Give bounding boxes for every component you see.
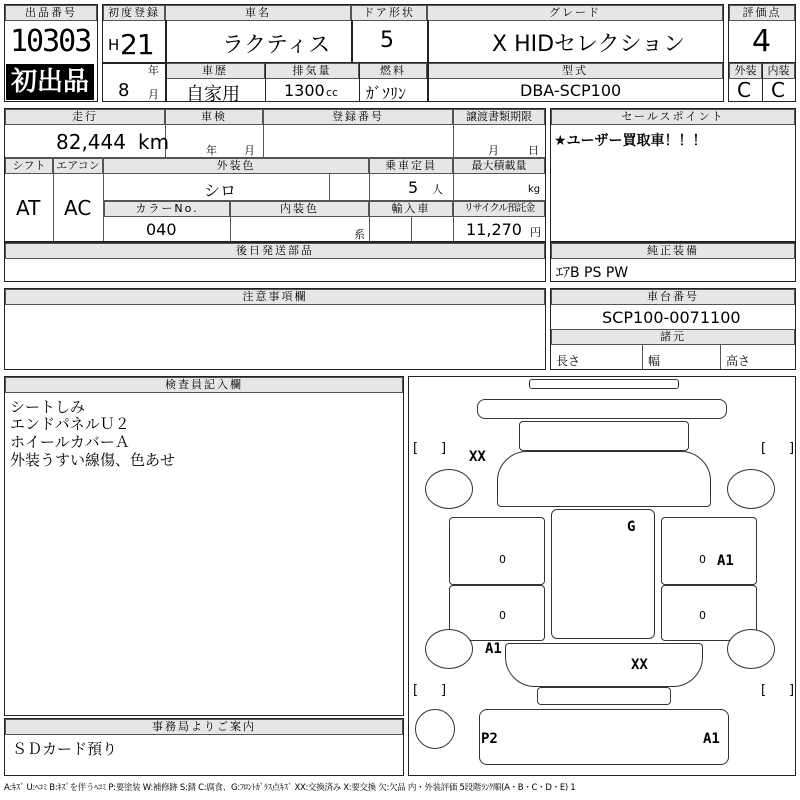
displacement-unit: cc bbox=[326, 86, 339, 99]
sales-point-text: ★ユーザー買取車！！！ bbox=[554, 133, 707, 149]
inspection-year-unit: 年 bbox=[206, 144, 217, 157]
mileage-label: 走行 bbox=[5, 109, 165, 125]
bracket-mark: ] bbox=[441, 441, 447, 456]
interior-grade: C bbox=[771, 78, 785, 102]
specs-box bbox=[4, 108, 546, 242]
bracket-mark: ] bbox=[441, 683, 447, 698]
history: 自家用 bbox=[186, 84, 240, 105]
bracket-mark: [ bbox=[413, 683, 419, 698]
bracket-mark: [ bbox=[761, 683, 767, 698]
door-count: 5 bbox=[380, 28, 394, 53]
interior-grade-label: 内装 bbox=[762, 63, 795, 79]
capacity-unit: 人 bbox=[432, 183, 443, 196]
inspector-line: シートしみ bbox=[10, 398, 86, 416]
mark-a1-right: A1 bbox=[717, 553, 734, 569]
first-reg-label: 初度登録 bbox=[103, 5, 165, 21]
first-reg-month: 8 bbox=[118, 80, 130, 101]
era: H bbox=[108, 36, 120, 54]
recycle-fee: 11,270 bbox=[466, 220, 522, 239]
mark-xx-rear: XX bbox=[631, 657, 648, 673]
rear-hatch bbox=[505, 643, 703, 687]
transfer-day-unit: 日 bbox=[528, 144, 539, 157]
sales-point-label: セールスポイント bbox=[551, 109, 795, 125]
door-zero-mark: 0 bbox=[699, 553, 706, 566]
max-load-label: 最大積載量 bbox=[453, 158, 545, 174]
bracket-mark: ] bbox=[789, 441, 795, 456]
door-zero-mark: 0 bbox=[699, 609, 706, 622]
mark-xx-left-fender: XX bbox=[469, 449, 486, 465]
door-label: ドア形状 bbox=[351, 5, 427, 21]
score-label: 評価点 bbox=[729, 5, 795, 21]
notes-label: 注意事項欄 bbox=[5, 289, 545, 305]
shift: AT bbox=[16, 196, 41, 220]
left-front-wheel bbox=[425, 469, 473, 509]
office-label: 事務局よりご案内 bbox=[5, 719, 403, 735]
office-text: ＳＤカード預り bbox=[12, 740, 118, 758]
history-label: 車歴 bbox=[165, 63, 265, 79]
roof bbox=[551, 509, 655, 639]
car-name-label: 車名 bbox=[165, 5, 351, 21]
width-label: 幅 bbox=[648, 354, 661, 368]
fuel-label: 燃料 bbox=[359, 63, 427, 79]
rear-bumper-lower bbox=[479, 709, 729, 765]
interior-color-label: 内装色 bbox=[230, 201, 369, 217]
lot-number: 10303 bbox=[10, 24, 91, 59]
spare-wheel bbox=[415, 709, 455, 749]
mileage: 82,444 bbox=[56, 130, 126, 154]
mark-a1-bottom: A1 bbox=[703, 731, 720, 747]
capacity-label: 乗車定員 bbox=[369, 158, 453, 174]
first-listing-badge: 初出品 bbox=[6, 64, 94, 100]
door-zero-mark: 0 bbox=[499, 553, 506, 566]
mark-g-windshield: G bbox=[627, 519, 636, 535]
equipment-text: ｴｱB PS PW bbox=[556, 265, 629, 281]
recycle-label: リサイクル預託金 bbox=[453, 201, 545, 217]
later-parts-label: 後日発送部品 bbox=[5, 243, 545, 259]
model: DBA-SCP100 bbox=[520, 81, 622, 100]
month-unit: 月 bbox=[148, 88, 159, 101]
height-label: 高さ bbox=[726, 354, 751, 368]
car-diagram bbox=[408, 376, 796, 776]
color: シロ bbox=[204, 181, 237, 200]
displacement-label: 排気量 bbox=[265, 63, 359, 79]
bracket-mark: [ bbox=[413, 441, 419, 456]
mark-p2: P2 bbox=[481, 731, 498, 747]
year-unit: 年 bbox=[148, 64, 159, 77]
displacement: 1300 bbox=[284, 81, 325, 100]
hood bbox=[497, 451, 711, 507]
equipment-label: 純正装備 bbox=[551, 243, 795, 259]
mark-a1-left: A1 bbox=[485, 641, 502, 657]
exterior-grade: C bbox=[737, 78, 751, 102]
import-label: 輸入車 bbox=[369, 201, 453, 217]
shift-label: シフト bbox=[5, 158, 53, 174]
recycle-unit: 円 bbox=[530, 226, 541, 239]
color-no: 040 bbox=[146, 220, 177, 239]
bracket-mark: ] bbox=[789, 683, 795, 698]
left-front-door bbox=[449, 517, 545, 585]
inspector-line: エンドパネルＵ２ bbox=[10, 415, 130, 433]
bracket-mark: [ bbox=[761, 441, 767, 456]
dims-label: 諸元 bbox=[551, 329, 795, 345]
model-label: 型式 bbox=[427, 63, 723, 79]
ac-label: エアコン bbox=[53, 158, 103, 174]
color-label: 外装色 bbox=[103, 158, 369, 174]
fuel: ｶﾞｿﾘﾝ bbox=[366, 84, 407, 103]
windshield bbox=[519, 421, 689, 451]
sales-point-box bbox=[550, 108, 796, 242]
grade: X HIDセレクション bbox=[492, 32, 686, 57]
interior-color-unit: 系 bbox=[354, 228, 365, 241]
max-load-unit: kg bbox=[528, 184, 541, 195]
first-reg-year: 21 bbox=[120, 28, 154, 61]
inspector-line: ホイールカバーＡ bbox=[10, 433, 130, 451]
inspection-label: 車検 bbox=[165, 109, 263, 125]
front-bumper-lip bbox=[529, 379, 679, 389]
front-roof-bar bbox=[477, 399, 727, 419]
inspector-label: 検査員記入欄 bbox=[5, 377, 403, 393]
car-name: ラクティス bbox=[222, 33, 331, 58]
right-front-wheel bbox=[727, 469, 775, 509]
door-zero-mark: 0 bbox=[499, 609, 506, 622]
lot-number-label: 出品番号 bbox=[5, 5, 97, 21]
chassis-label: 車台番号 bbox=[551, 289, 795, 305]
length-label: 長さ bbox=[556, 354, 581, 368]
left-rear-wheel bbox=[425, 629, 473, 669]
inspection-month-unit: 月 bbox=[244, 144, 255, 157]
exterior-grade-label: 外装 bbox=[729, 63, 762, 79]
mileage-unit: km bbox=[138, 130, 170, 154]
transfer-label: 譲渡書類期限 bbox=[453, 109, 545, 125]
grade-label: グレード bbox=[427, 5, 723, 21]
rear-bumper bbox=[537, 687, 671, 705]
transfer-month-unit: 月 bbox=[488, 144, 499, 157]
right-front-door bbox=[661, 517, 757, 585]
ac: AC bbox=[64, 196, 92, 220]
score: 4 bbox=[752, 24, 772, 59]
legend: A:ｷｽﾞ U:ﾍｺﾐ B:ｷｽﾞを伴うﾍｺﾐ P:要塗装 W:補修跡 S:錆 C:腐食、G:ﾌﾛﾝﾄｶﾞﾗｽ点ｷｽﾞ XX:交換済み X:要交換 欠:欠品 内・外装評価 5段階ﾗﾝｸ順(A・B・C・D・E) 1 bbox=[4, 783, 576, 793]
color-no-label: カラーNo. bbox=[104, 201, 230, 217]
right-rear-wheel bbox=[727, 629, 775, 669]
chassis-number: SCP100-0071100 bbox=[602, 308, 741, 327]
reg-no-label: 登録番号 bbox=[263, 109, 453, 125]
capacity: 5 bbox=[408, 178, 419, 197]
inspector-line: 外装うすい線傷、色あせ bbox=[10, 451, 176, 469]
